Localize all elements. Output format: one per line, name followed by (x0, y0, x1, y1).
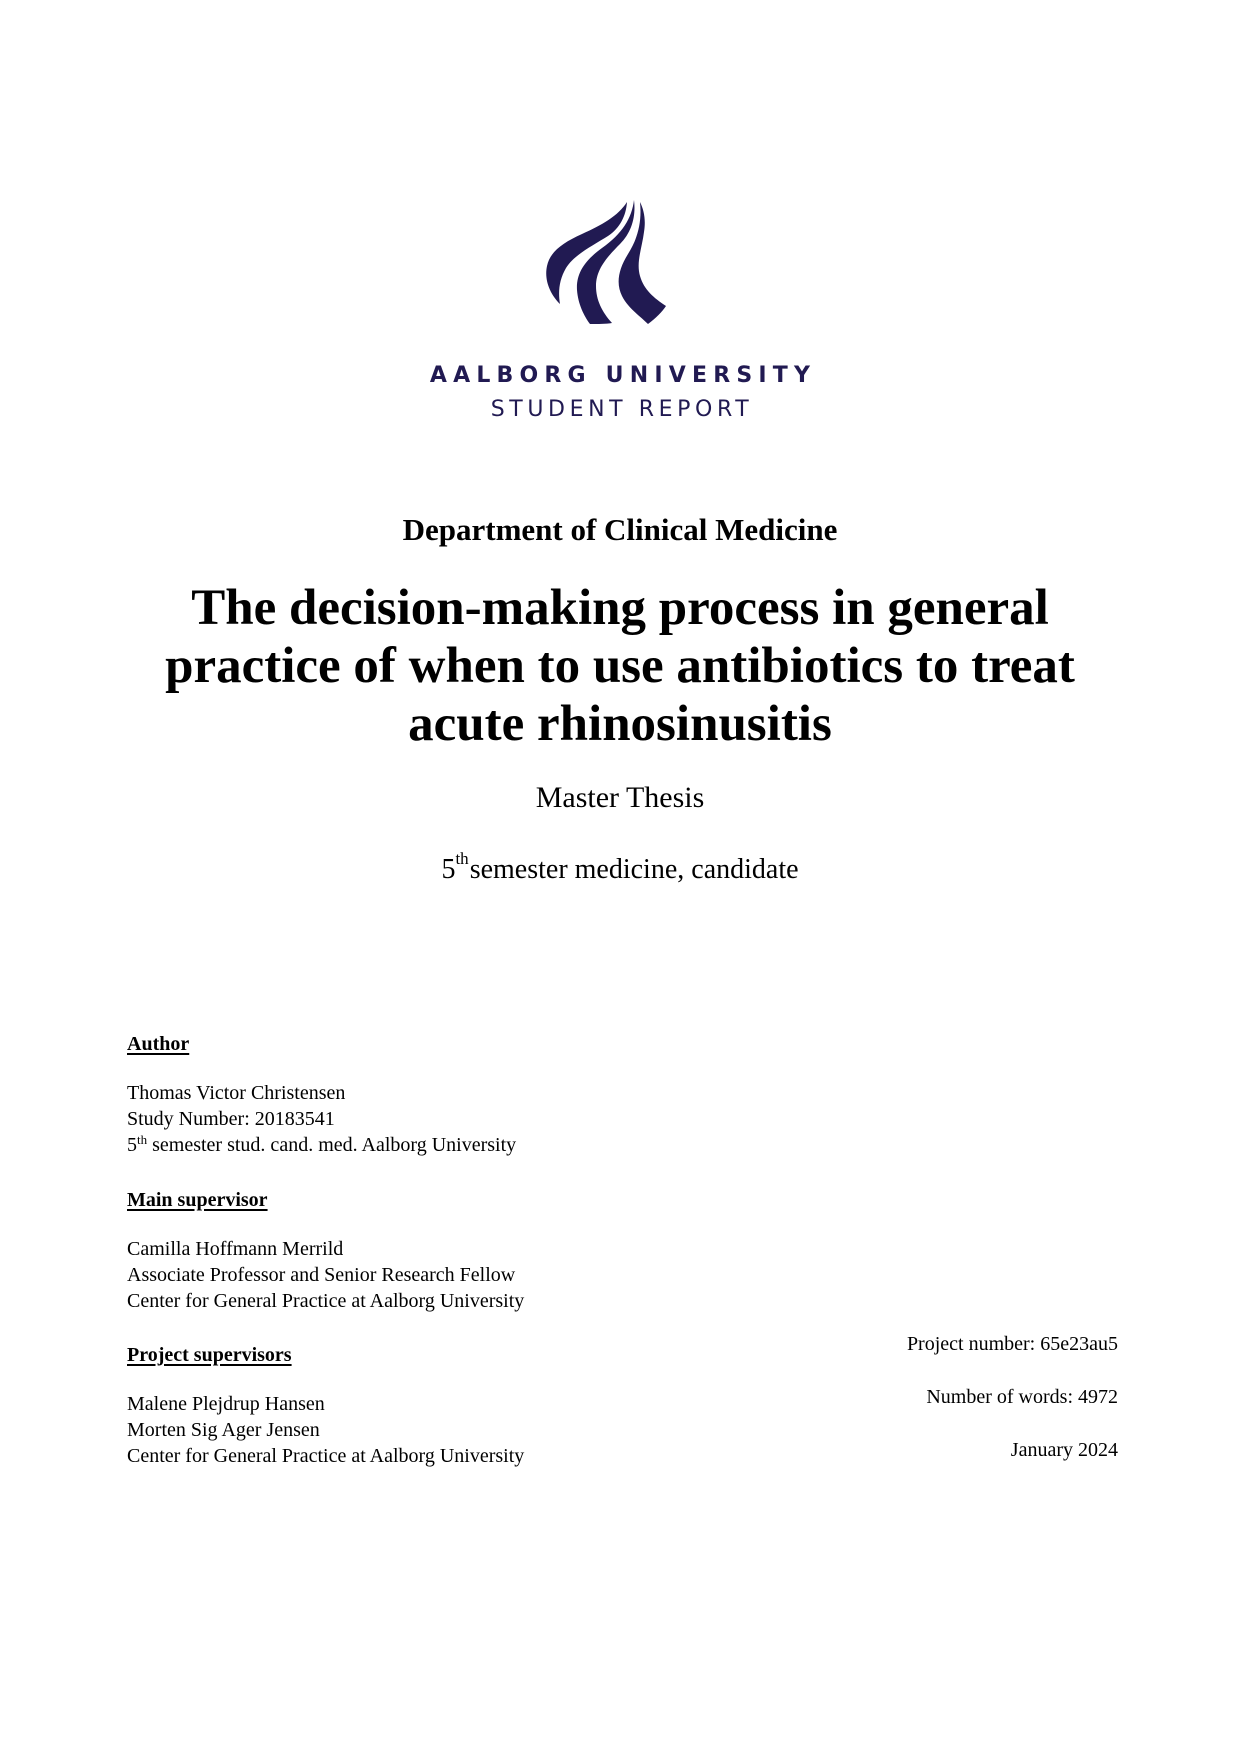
main-supervisor-name: Camilla Hoffmann Merrild (127, 1238, 344, 1260)
project-supervisor-name: Morten Sig Ager Jensen (127, 1419, 320, 1441)
author-semester-suffix: th (137, 1132, 148, 1147)
department-heading: Department of Clinical Medicine (402, 512, 838, 547)
author-name: Thomas Victor Christensen (127, 1082, 346, 1104)
word-count: Number of words: 4972 (926, 1386, 1118, 1408)
main-supervisor-title: Associate Professor and Senior Research Fellow (127, 1264, 516, 1286)
semester-ordinal-suffix: th (455, 849, 469, 868)
author-section (127, 1031, 516, 1158)
thesis-title (0, 579, 1240, 753)
author-heading: Author (127, 1033, 190, 1055)
main-supervisor-heading: Main supervisor (127, 1189, 268, 1211)
submission-date: January 2024 (1010, 1439, 1118, 1461)
semester-number: 5 (441, 854, 456, 885)
semester-line (0, 849, 1240, 887)
main-supervisor-section (127, 1187, 524, 1314)
thesis-title-line: acute rhinosinusitis (408, 696, 832, 752)
project-supervisors-affiliation: Center for General Practice at Aalborg University (127, 1445, 525, 1467)
aalborg-university-wave-logo-icon (544, 198, 670, 326)
project-supervisors-heading: Project supervisors (127, 1344, 292, 1366)
project-number: Project number: 65e23au5 (906, 1333, 1118, 1355)
main-supervisor-affiliation: Center for General Practice at Aalborg University (127, 1290, 525, 1312)
study-number: Study Number: 20183541 (127, 1108, 335, 1130)
semester-text: semester medicine, candidate (469, 854, 799, 885)
thesis-type: Master Thesis (535, 781, 705, 814)
report-type-label: STUDENT REPORT (490, 397, 754, 422)
thesis-title-line: practice of when to use antibiotics to treat (165, 638, 1075, 694)
author-semester-text: semester stud. cand. med. Aalborg University (147, 1134, 517, 1156)
author-semester-number: 5 (127, 1134, 137, 1156)
university-name: AALBORG UNIVERSITY (429, 363, 817, 388)
project-supervisors-section (127, 1342, 524, 1469)
author-semester (127, 1132, 516, 1158)
thesis-title-line: The decision-making process in general (191, 580, 1049, 636)
project-supervisor-name: Malene Plejdrup Hansen (127, 1393, 325, 1415)
